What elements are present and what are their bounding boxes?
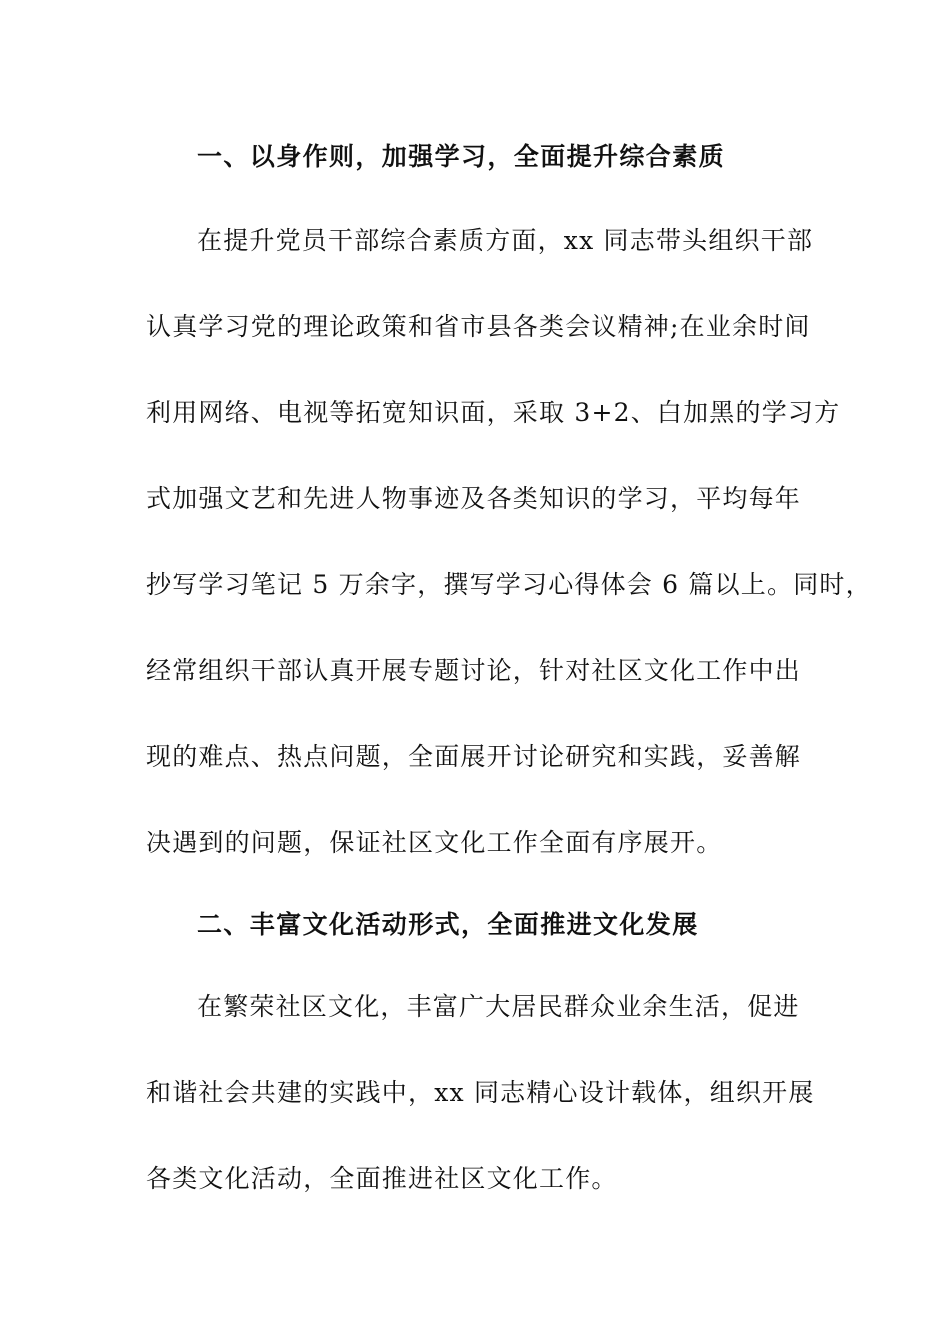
- paragraph-line: 利用网络、电视等拓宽知识面，采取 3+2、白加黑的学习方: [146, 398, 841, 427]
- paragraph-line: 式加强文艺和先进人物事迹及各类知识的学习，平均每年: [146, 484, 802, 513]
- paragraph-line: 决遇到的问题，保证社区文化工作全面有序展开。: [146, 828, 723, 857]
- paragraph-line: 经常组织干部认真开展专题讨论，针对社区文化工作中出: [146, 656, 802, 685]
- paragraph-line: 各类文化活动，全面推进社区文化工作。: [146, 1164, 618, 1193]
- section-1-heading: 一、以身作则，加强学习，全面提升综合素质: [197, 142, 726, 171]
- paragraph-line: 在繁荣社区文化，丰富广大居民群众业余生活，促进: [197, 992, 800, 1021]
- paragraph-line: 和谐社会共建的实践中，xx 同志精心设计载体，组织开展: [146, 1078, 815, 1107]
- paragraph-line: 抄写学习笔记 5 万余字，撰写学习心得体会 6 篇以上。同时，: [146, 570, 872, 599]
- paragraph-line: 认真学习党的理论政策和省市县各类会议精神;在业余时间: [146, 312, 811, 341]
- section-2-heading: 二、丰富文化活动形式，全面推进文化发展: [197, 910, 699, 939]
- paragraph-line: 在提升党员干部综合素质方面，xx 同志带头组织干部: [197, 226, 814, 255]
- paragraph-line: 现的难点、热点问题，全面展开讨论研究和实践，妥善解: [146, 742, 802, 771]
